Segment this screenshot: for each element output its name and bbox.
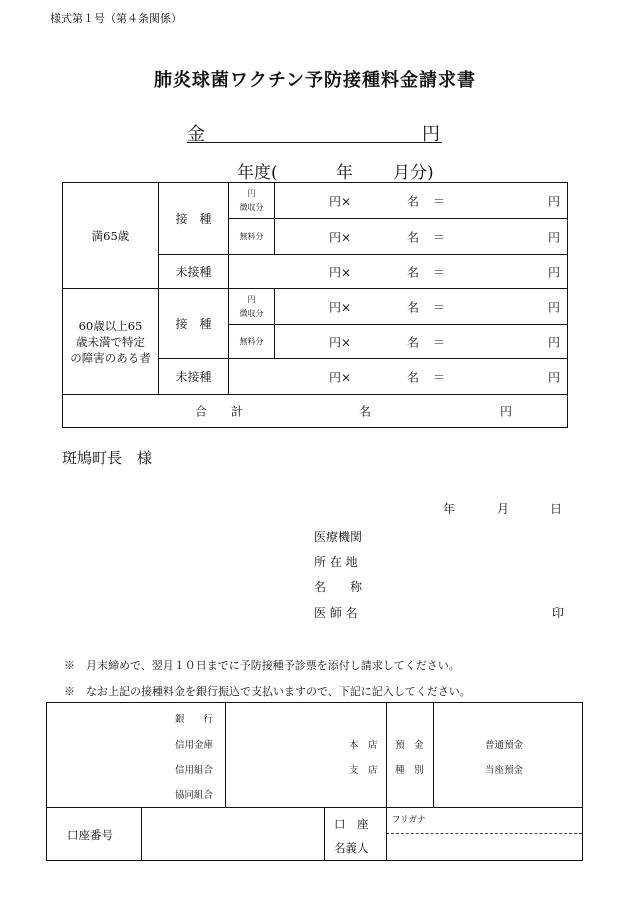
yen-times: 円× [329, 194, 352, 208]
holder-col-line-1 [324, 807, 325, 860]
yen: 円 [548, 230, 561, 244]
account-number-label: 口座番号 [67, 828, 113, 842]
collected-text-2: 徴収分 [239, 308, 264, 318]
fiscal-year: 年 [336, 163, 353, 183]
group2-line3: の障害のある者 [70, 350, 151, 365]
doctor-label: 医 師 名 [314, 606, 358, 620]
date-year: 年 [443, 502, 456, 516]
note-2: ※ なお上記の接種料金を銀行振込で支払いますので、下記に記入してください。 [64, 685, 471, 698]
bank-type-bank: 銀 行 [175, 714, 214, 725]
equals: ＝ [433, 300, 446, 314]
yen: 円 [548, 194, 561, 208]
account-holder-label-2: 名義人 [334, 841, 369, 855]
note-1: ※ 月末締めで、翌月１０日までに予防接種予診票を添付し請求してください。 [64, 659, 460, 672]
billing-table [62, 182, 568, 428]
deposit-label: 預 金 [395, 740, 424, 751]
kind-label: 種 別 [395, 765, 424, 776]
furigana-label: フリガナ [392, 815, 426, 825]
fiscal-month: 月分) [393, 163, 434, 183]
yen-times: 円× [329, 370, 352, 384]
branch-label: 支 店 [349, 765, 378, 776]
bank-type-cooperative: 協同組合 [175, 790, 214, 801]
equals: ＝ [433, 335, 446, 349]
total-row[interactable] [63, 395, 568, 428]
bank-type-shinkin: 信用金庫 [175, 740, 214, 751]
vaccinated-label-1: 接 種 [159, 183, 229, 255]
amount-underline[interactable] [187, 142, 442, 143]
row-free-1[interactable] [275, 219, 568, 255]
fiscal-period [237, 158, 447, 183]
amount-unit: 円 [422, 124, 440, 145]
amount-label: 金 [187, 124, 205, 145]
collected-label-1 [229, 183, 275, 219]
persons: 名 [407, 300, 420, 314]
seal-mark: 印 [552, 606, 565, 620]
bank-info-table [46, 702, 583, 861]
yen: 円 [548, 370, 561, 384]
total-yen: 円 [500, 404, 513, 419]
collected-yen-1: 円 [247, 188, 256, 198]
persons: 名 [407, 265, 420, 279]
date-month: 月 [497, 502, 510, 516]
address-label: 所 在 地 [314, 555, 358, 569]
yen: 円 [548, 300, 561, 314]
yen: 円 [548, 265, 561, 279]
equals: ＝ [433, 194, 446, 208]
persons: 名 [407, 370, 420, 384]
date-day: 日 [550, 502, 563, 516]
vaccinated-label-2: 接 種 [159, 289, 229, 359]
row-unvaccinated-2[interactable] [229, 359, 568, 395]
bank-col-line [225, 703, 226, 807]
group1-label: 満65歳 [63, 183, 159, 289]
group2-label [63, 289, 159, 395]
yen-times: 円× [329, 335, 352, 349]
account-holder-label-1: 口 座 [334, 817, 369, 831]
row-unvaccinated-1[interactable] [229, 255, 568, 289]
persons: 名 [407, 335, 420, 349]
total-label: 合 計 [195, 404, 244, 419]
bank-divider [47, 807, 582, 808]
branch-col-line [386, 703, 387, 807]
row-collected-2[interactable] [275, 289, 568, 325]
persons: 名 [407, 230, 420, 244]
yen: 円 [548, 335, 561, 349]
bank-type-credit-union: 信用組合 [175, 765, 214, 776]
page-title: 肺炎球菌ワクチン予防接種料金請求書 [153, 70, 477, 91]
unvaccinated-label-2: 未接種 [159, 359, 229, 395]
yen-times: 円× [329, 265, 352, 279]
collected-text-1: 徴収分 [239, 202, 264, 212]
name-label: 名 称 [314, 580, 363, 594]
addressee: 斑鳩町長 様 [62, 449, 153, 467]
unvaccinated-label-1: 未接種 [159, 255, 229, 289]
form-number: 様式第１号（第４条関係） [50, 12, 182, 25]
kind-col-line [433, 703, 434, 807]
total-persons: 名 [359, 404, 372, 419]
account-col-line [141, 807, 142, 860]
equals: ＝ [433, 265, 446, 279]
equals: ＝ [433, 230, 446, 244]
row-collected-1[interactable] [275, 183, 568, 219]
ordinary-deposit[interactable]: 普通預金 [485, 740, 524, 751]
furigana-divider [386, 833, 582, 834]
free-label-2: 無料分 [229, 325, 275, 359]
head-office-label: 本 店 [349, 740, 378, 751]
row-free-2[interactable] [275, 325, 568, 359]
holder-col-line-2 [386, 807, 387, 860]
free-label-1: 無料分 [229, 219, 275, 255]
yen-times: 円× [329, 300, 352, 314]
facility-label: 医療機関 [314, 530, 363, 544]
collected-yen-2: 円 [247, 294, 256, 304]
collected-label-2 [229, 289, 275, 325]
persons: 名 [407, 194, 420, 208]
yen-times: 円× [329, 230, 352, 244]
current-deposit[interactable]: 当座預金 [485, 765, 524, 776]
fiscal-nendo: 年度( [237, 163, 278, 183]
group2-line2: 歳未満で特定 [76, 334, 145, 349]
equals: ＝ [433, 370, 446, 384]
group2-line1: 60歳以上65 [78, 318, 143, 333]
